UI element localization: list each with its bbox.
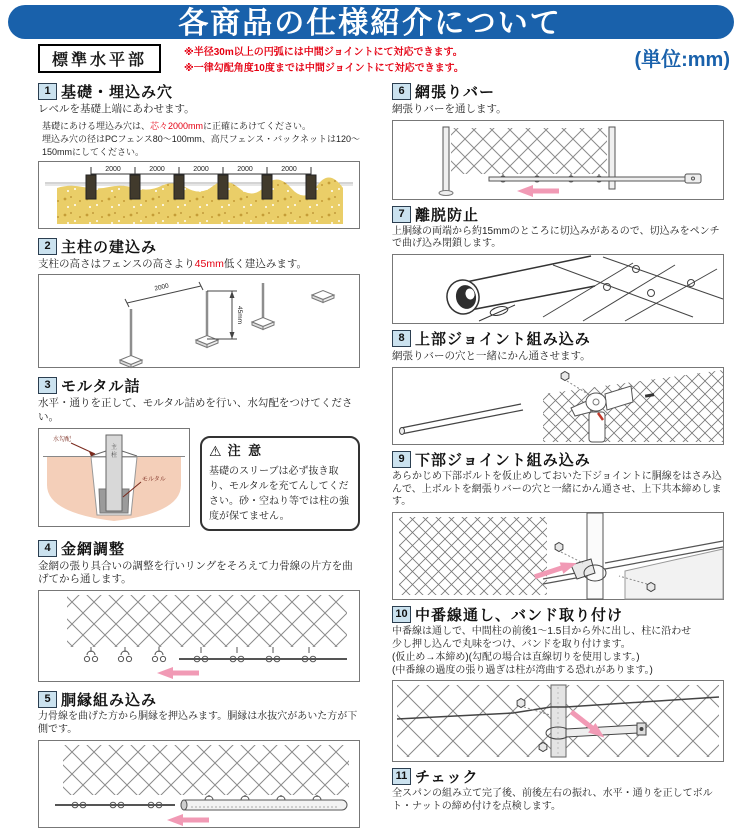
mesh-adjust-diagram (38, 590, 360, 682)
warning-text: 基礎のスリーブは必ず抜き取り、モルタルを充てんしてください。砂・空ねり等では柱の強度が保てません。 (209, 465, 349, 522)
warning-title: 注 意 (227, 443, 264, 459)
dim-2000-3: 2000 (193, 165, 209, 173)
direction-arrow (517, 185, 559, 197)
label-mortar: モルタル (142, 476, 166, 483)
section-9-number: 9 (392, 451, 411, 468)
section-4-title: 金網調整 (61, 540, 126, 558)
section-10-number: 10 (392, 606, 411, 623)
section-6-desc: 網張りバーを通します。 (392, 103, 507, 115)
section-6-number: 6 (392, 83, 411, 100)
note-red: 芯々2000mm (150, 120, 204, 131)
mortar-diagram (38, 428, 190, 527)
section-2-title: 主柱の建込み (61, 238, 158, 256)
section-1-number: 1 (38, 83, 57, 100)
desc-red: 45mm (194, 257, 224, 270)
section-9-desc: あらかじめ下部ボルトを仮止めしておいた下ジョイントに胴線をはさみ込んで、上ボルトを網張りバーの穴と一緒にかん通させ、上下共本締めします。 (392, 470, 722, 508)
dim-2000-4: 2000 (237, 165, 253, 173)
note-post: に正確にあけてください。 (203, 120, 312, 131)
section-4-number: 4 (38, 540, 57, 557)
section-type-label: 標準水平部 (38, 44, 161, 73)
section-11-title: チェック (415, 769, 479, 787)
section-3-number: 3 (38, 377, 57, 394)
section-1-foundation (38, 81, 360, 229)
section-10-middle-wire-band (392, 604, 724, 762)
section-1-desc: レベルを基礎上端にあわせます。 (38, 103, 195, 115)
dim-height-label: 45mm (236, 306, 243, 325)
section-4-mesh-adjust (38, 538, 360, 682)
header-note-2: ※一律勾配角度10度までは中間ジョイントにて対応できます。 (184, 62, 464, 74)
section-9-lower-joint (392, 449, 724, 600)
section-8-number: 8 (392, 330, 411, 347)
desc-post: 低く建込みます。 (223, 257, 308, 270)
label-post-char2: 柱 (110, 452, 118, 459)
rail-insert-diagram (38, 740, 360, 828)
unit-label: (単位:mm) (634, 49, 730, 71)
dim-2000-5: 2000 (281, 165, 297, 173)
left-column (38, 81, 360, 835)
section-11-check (392, 766, 724, 814)
desc-line-3: (仮止め→本締め)(勾配の場合は直線切りを使用します。) (392, 651, 640, 663)
lower-joint-diagram (392, 512, 724, 600)
section-8-title: 上部ジョイント組み込み (415, 331, 591, 349)
foundation-diagram (38, 161, 360, 229)
section-4-desc: 金網の張り具合いの調整を行いリングをそろえて力骨線の片方を曲げてから通します。 (38, 559, 353, 586)
right-column (392, 81, 724, 818)
section-5-desc: 力骨線を曲げた方から胴縁を押込みます。胴縁は水抜穴があいた方が下側です。 (38, 710, 358, 735)
desc-pre: 支柱の高さはフェンスの高さより (38, 257, 195, 270)
net-bar-diagram (392, 120, 724, 200)
section-5-number: 5 (38, 691, 57, 708)
warning-box (200, 436, 360, 531)
label-slope: 水勾配 (53, 436, 72, 443)
section-8-desc: 網張りバーの穴と一緒にかん通させます。 (392, 350, 591, 363)
dim-2000-2: 2000 (149, 165, 165, 173)
note-line2: 埋込み穴の径はPCフェンス80〜100mm、高尺フェンス・バックネットは120〜150mmにしてください。 (42, 133, 361, 157)
section-11-desc: 全スパンの組み立て完了後、前後左右の振れ、水平・通りを正してボルト・ナットの締め付けを点検します。 (392, 788, 713, 813)
section-2-post-erection (38, 236, 360, 369)
section-7-title: 離脱防止 (415, 206, 480, 224)
label-post-char1: 主 (110, 444, 118, 451)
note-pre: 基礎にあける埋込み穴は、 (42, 120, 151, 131)
desc-line-4: (中番線の過度の張り過ぎは柱が湾曲する恐れがあります。) (392, 664, 653, 676)
section-1-notes (42, 120, 360, 159)
detach-prevention-diagram (392, 254, 724, 324)
header-notes (184, 45, 464, 76)
dim-2000-1: 2000 (105, 165, 121, 173)
section-6-title: 網張りバー (415, 84, 496, 101)
section-10-desc (392, 626, 724, 677)
direction-arrow (167, 814, 209, 826)
section-7-number: 7 (392, 206, 411, 223)
section-5-rail-insert (38, 689, 360, 828)
dim-span-label: 2000 (153, 282, 170, 293)
direction-arrow (157, 667, 199, 679)
middle-wire-band-diagram (392, 680, 724, 762)
desc-line-1: 中番線は通しで、中間柱の前後1〜1.5目から外に出し、柱に沿わせ (392, 626, 692, 638)
section-7-detach-prevention (392, 204, 724, 325)
post-erection-diagram (38, 274, 360, 368)
section-11-number: 11 (392, 768, 411, 785)
section-1-title: 基礎・埋込み穴 (61, 84, 174, 101)
section-3-title: モルタル詰 (61, 378, 141, 396)
warning-icon: ⚠ (209, 442, 224, 459)
section-3-desc: 水平・通りを正して、モルタル詰めを行い、水勾配をつけてください。 (38, 397, 353, 424)
desc-line-2: 少し押し込んで丸味をつけ、バンドを取り付けます。 (392, 639, 631, 651)
section-3-mortar (38, 375, 360, 530)
section-10-title: 中番線通し、バンド取り付け (415, 607, 624, 625)
section-8-upper-joint (392, 328, 724, 445)
section-9-title: 下部ジョイント組み込み (415, 451, 591, 469)
section-2-number: 2 (38, 238, 57, 255)
section-5-title: 胴縁組み込み (61, 691, 158, 709)
header-note-1: ※半径30m以上の円弧には中間ジョイントにて対応できます。 (184, 47, 463, 58)
page-title: 各商品の仕様紹介について (178, 7, 562, 40)
upper-joint-diagram (392, 367, 724, 445)
section-6-net-bar (392, 81, 724, 200)
section-7-desc: 上胴縁の両端から約15mmのところに切込みがあるので、切込みをペンチで曲げ込み閉鎖します。 (392, 225, 720, 250)
